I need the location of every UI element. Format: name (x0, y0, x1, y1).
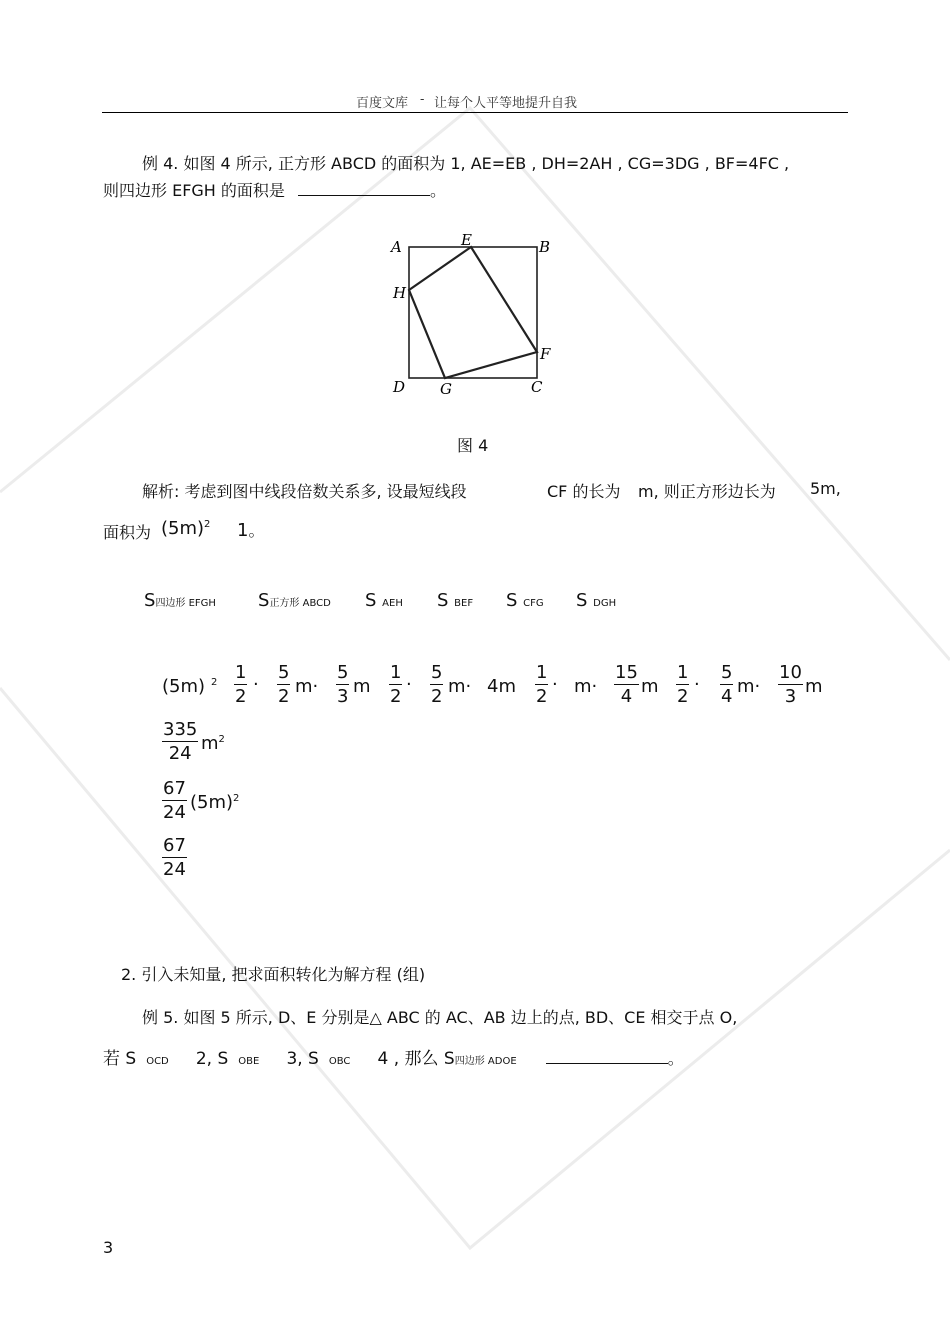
example4-end: 。 (430, 181, 447, 200)
m-dot: m· (574, 676, 598, 697)
header-rule (102, 112, 848, 113)
area-term-1: S四边形 EFGH (144, 590, 216, 611)
formula-start: (5m) $^2$ (162, 676, 218, 697)
fraction: $\frac{1}{2}$ (677, 662, 689, 707)
label-d: D (393, 378, 406, 396)
fraction: $\frac{15}{4}$ (615, 662, 638, 707)
header-site: 百度文库 (356, 96, 409, 111)
result-unit-2: $(5m)^2$ (190, 792, 240, 813)
label-h: H (393, 284, 407, 302)
analysis-line2-b: $(5m)^2$ (161, 518, 211, 539)
example4-line2 (103, 178, 446, 201)
m-dot: m· (295, 676, 319, 697)
four-m: 4m (487, 676, 516, 697)
m-symbol: m (641, 676, 659, 697)
m-symbol: m (805, 676, 823, 697)
analysis-line1-d: 5m, (810, 479, 841, 498)
label-e: E (461, 231, 472, 249)
fraction: $\frac{5}{3}$ (337, 662, 349, 707)
dot: · (694, 674, 700, 695)
fraction: $\frac{5}{2}$ (431, 662, 443, 707)
m-dot: m· (448, 676, 472, 697)
area-term-6: S DGH (576, 590, 617, 611)
dot: · (253, 674, 259, 695)
analysis-line1-b: CF 的长为 (547, 482, 621, 501)
label-f: F (540, 345, 551, 363)
dot: · (552, 674, 558, 695)
answer-blank (546, 1049, 668, 1064)
fraction: $\frac{5}{2}$ (278, 662, 290, 707)
analysis-line2-a: 面积为 (103, 523, 152, 542)
section2-title: 2. 引入未知量, 把求面积转化为解方程 (组) (121, 965, 426, 984)
area-term-4: S BEF (437, 590, 474, 611)
analysis-line1-a: 解析: 考虑到图中线段倍数关系多, 设最短线段 (142, 482, 467, 501)
answer-blank (298, 181, 430, 196)
m-symbol: m (353, 676, 371, 697)
result-fraction-3: $\frac{67}{24}$ (163, 835, 186, 880)
fraction: $\frac{1}{2}$ (390, 662, 402, 707)
example5-line1: 例 5. 如图 5 所示, D、E 分别是△ ABC 的 AC、AB 边上的点, BD、CE 相交于点 O, (142, 1008, 738, 1027)
area-term-5: S CFG (506, 590, 544, 611)
page-number: 3 (103, 1238, 114, 1257)
m-dot: m· (737, 676, 761, 697)
figure-4 (385, 230, 565, 400)
example5-line2: 若 S OCD 2, S OBE 3, S OBC 4 , 那么 S四边形 ADOE 。 (103, 1049, 684, 1069)
label-c: C (531, 378, 543, 396)
label-a: A (391, 238, 402, 256)
fraction: $\frac{1}{2}$ (235, 662, 247, 707)
example4-line1: 例 4. 如图 4 所示, 正方形 ABCD 的面积为 1, AE=EB , DH=2AH , CG=3DG , BF=4FC , (142, 154, 790, 173)
fraction: $\frac{10}{3}$ (779, 662, 802, 707)
result-fraction-1: $\frac{335}{24}$ (163, 719, 198, 764)
label-g: G (440, 380, 452, 398)
figure-caption: 图 4 (457, 436, 489, 455)
area-term-2: S正方形 ABCD (258, 590, 331, 611)
result-unit-1: $m^2$ (201, 733, 225, 754)
analysis-line1-c: m, 则正方形边长为 (638, 482, 776, 501)
fraction: $\frac{5}{4}$ (721, 662, 733, 707)
header-slogan: 让每个人平等地提升自我 (434, 96, 578, 111)
area-term-3: S AEH (365, 590, 403, 611)
fraction: $\frac{1}{2}$ (536, 662, 548, 707)
header-dash: - (420, 92, 425, 107)
result-fraction-2: $\frac{67}{24}$ (163, 778, 186, 823)
analysis-line2-c: 1。 (237, 520, 265, 541)
dot: · (406, 674, 412, 695)
example4-question: 则四边形 EFGH 的面积是 (103, 181, 285, 200)
label-b: B (539, 238, 551, 256)
